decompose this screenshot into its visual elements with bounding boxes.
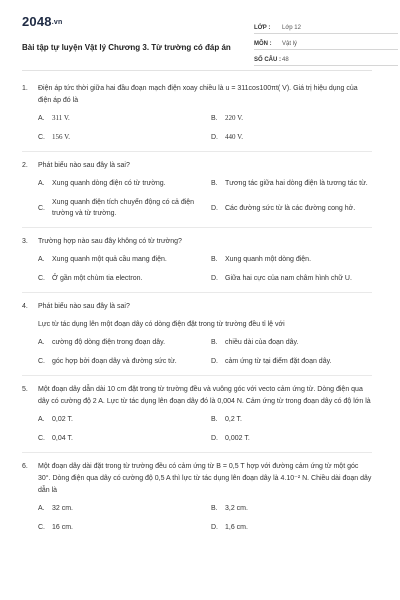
- document-header: [22, 14, 372, 70]
- option-label: C.: [38, 524, 45, 531]
- option-text: Ở gần một chùm tia electron.: [52, 275, 143, 282]
- option-d[interactable]: [211, 356, 384, 367]
- option-text: cảm ứng từ tại điểm đặt đoạn dây.: [225, 358, 332, 365]
- option-text: cường độ dòng điện trong đoạn dây.: [52, 339, 166, 346]
- option-label: A.: [38, 416, 45, 423]
- question-number: 3.: [22, 238, 28, 245]
- option-b[interactable]: [211, 254, 384, 265]
- option-c[interactable]: [38, 356, 211, 367]
- question-divider: [22, 151, 372, 152]
- option-text: Xung quanh điện tích chuyển động có cả điện trường và từ trường.: [52, 199, 195, 217]
- option-a[interactable]: [38, 503, 211, 514]
- option-text: 311 V.: [52, 114, 70, 122]
- option-c[interactable]: [38, 197, 211, 219]
- option-d[interactable]: [211, 522, 384, 533]
- header-divider: [22, 70, 372, 71]
- option-d[interactable]: [211, 273, 384, 284]
- option-a[interactable]: [38, 414, 211, 425]
- meta-key: LỚP :: [254, 25, 271, 31]
- option-label: C.: [38, 204, 45, 212]
- question-stem: Một đoạn dây dài đặt trong từ trường đều có cảm ứng từ B = 0,5 T hợp với đường cảm ứng từ một góc 30°. Dòng điện qua dây có cường độ 0,5 A thì lực từ tác dụng lên đoạn dây là 4.10⁻² N. Chiều dài đoạn dây dẫn là: [38, 463, 372, 494]
- option-text: Xung quanh dòng điện có từ trường.: [52, 180, 166, 187]
- option-text: 440 V.: [225, 133, 244, 141]
- option-d[interactable]: [211, 433, 384, 444]
- document-title: Bài tập tự luyện Vật lý Chương 3. Từ trường có đáp án: [22, 43, 231, 52]
- question-stem: Trường hợp nào sau đây không có từ trường?: [38, 238, 182, 245]
- option-text: Xung quanh một quả cầu mang điện.: [52, 256, 167, 263]
- question-number: 2.: [22, 162, 28, 169]
- option-text: 0,04 T.: [52, 435, 73, 442]
- question-substem: Lực từ tác dụng lên một đoạn dây có dòng điện đặt trong từ trường đều tỉ lệ với: [38, 321, 285, 328]
- option-label: C.: [38, 435, 45, 442]
- meta-value: 48: [282, 57, 289, 63]
- option-label: D.: [211, 275, 218, 282]
- option-label: C.: [38, 275, 45, 282]
- option-c[interactable]: [38, 522, 211, 533]
- meta-row-subject: [254, 34, 398, 50]
- option-label: B.: [211, 115, 218, 122]
- option-text: 0,02 T.: [52, 416, 73, 423]
- option-label: A.: [38, 180, 45, 187]
- option-text: Các đường sức từ là các đường cong hở.: [225, 204, 356, 212]
- option-text: chiều dài của đoạn dây.: [225, 339, 299, 346]
- question-stem: Phát biểu nào sau đây là sai?: [38, 162, 130, 169]
- option-label: B.: [211, 505, 218, 512]
- options: [38, 178, 372, 219]
- option-b[interactable]: [211, 337, 384, 348]
- question-divider: [22, 292, 372, 293]
- meta-key: SỐ CÂU :: [254, 57, 281, 63]
- option-label: B.: [211, 339, 218, 346]
- option-text: góc hợp bởi đoạn dây và đường sức từ.: [52, 358, 177, 365]
- option-label: D.: [211, 435, 218, 442]
- question-divider: [22, 452, 372, 453]
- question-5: [22, 384, 372, 444]
- question-1: [22, 83, 372, 143]
- option-b[interactable]: [211, 113, 384, 124]
- option-text: 32 cm.: [52, 505, 74, 512]
- options: [38, 503, 372, 533]
- question-2: [22, 160, 372, 219]
- question-6: [22, 461, 372, 533]
- option-a[interactable]: [38, 337, 211, 348]
- option-label: B.: [211, 180, 218, 187]
- option-label: A.: [38, 339, 45, 346]
- question-number: 6.: [22, 463, 28, 470]
- option-label: C.: [38, 358, 45, 365]
- option-label: B.: [211, 256, 218, 263]
- question-number: 5.: [22, 386, 28, 393]
- logo-suffix: .vn: [51, 19, 63, 27]
- question-stem: Một đoạn dây dẫn dài 10 cm đặt trong từ trường đều và vuông góc với vecto cảm ứng từ. Dòng điện qua dây có cường độ 2 A. Lực từ tác dụng lên đoạn dây đó là 0,004 N. Cảm ứng từ trong đoạn dây có độ lớn là: [38, 386, 371, 405]
- option-a[interactable]: [38, 254, 211, 265]
- meta-key: MÔN :: [254, 41, 272, 47]
- option-text: Giữa hai cực của nam châm hình chữ U.: [225, 275, 352, 282]
- option-c[interactable]: [38, 273, 211, 284]
- option-text: 220 V.: [225, 114, 244, 122]
- meta-value: Vật lý: [282, 41, 298, 47]
- question-stem: Phát biểu nào sau đây là sai?: [38, 303, 130, 310]
- option-text: 156 V.: [52, 133, 71, 141]
- option-a[interactable]: [38, 178, 211, 189]
- site-logo[interactable]: [22, 14, 62, 29]
- option-text: 1,6 cm.: [225, 524, 248, 531]
- option-a[interactable]: [38, 113, 211, 124]
- option-label: D.: [211, 134, 218, 141]
- question-number: 1.: [22, 85, 28, 92]
- option-b[interactable]: [211, 503, 384, 514]
- question-number: 4.: [22, 303, 28, 310]
- option-text: Tương tác giữa hai dòng điện là tương tác từ.: [225, 180, 368, 187]
- option-c[interactable]: [38, 433, 211, 444]
- options: [38, 113, 372, 143]
- option-text: Xung quanh một dòng điện.: [225, 256, 312, 263]
- logo-text: 2048: [22, 14, 52, 29]
- option-b[interactable]: [211, 178, 384, 189]
- option-label: D.: [211, 204, 218, 212]
- option-text: 0,2 T.: [225, 416, 242, 423]
- option-label: A.: [38, 505, 45, 512]
- option-c[interactable]: [38, 132, 211, 143]
- option-text: 3,2 cm.: [225, 505, 248, 512]
- option-label: D.: [211, 524, 218, 531]
- option-b[interactable]: [211, 414, 384, 425]
- meta-value: Lớp 12: [282, 25, 301, 31]
- option-text: 16 cm.: [52, 524, 74, 531]
- meta-row-class: [254, 18, 398, 34]
- options: [38, 414, 372, 444]
- option-label: C.: [38, 134, 45, 141]
- option-label: B.: [211, 416, 218, 423]
- meta-row-count: [254, 50, 398, 66]
- question-divider: [22, 375, 372, 376]
- option-label: A.: [38, 115, 45, 122]
- option-label: D.: [211, 358, 218, 365]
- option-d[interactable]: [211, 132, 384, 143]
- options: [38, 337, 372, 367]
- question-4: [22, 301, 372, 367]
- meta-box: [254, 18, 398, 66]
- option-label: A.: [38, 256, 45, 263]
- option-text: 0,002 T.: [225, 435, 250, 442]
- options: [38, 254, 372, 284]
- question-stem: Điện áp tức thời giữa hai đầu đoạn mạch điện xoay chiều là u = 311cos100πt( V). Giá trị hiệu dụng của điện áp đó là: [38, 85, 358, 104]
- question-3: [22, 236, 372, 284]
- question-divider: [22, 227, 372, 228]
- option-d[interactable]: [211, 197, 384, 219]
